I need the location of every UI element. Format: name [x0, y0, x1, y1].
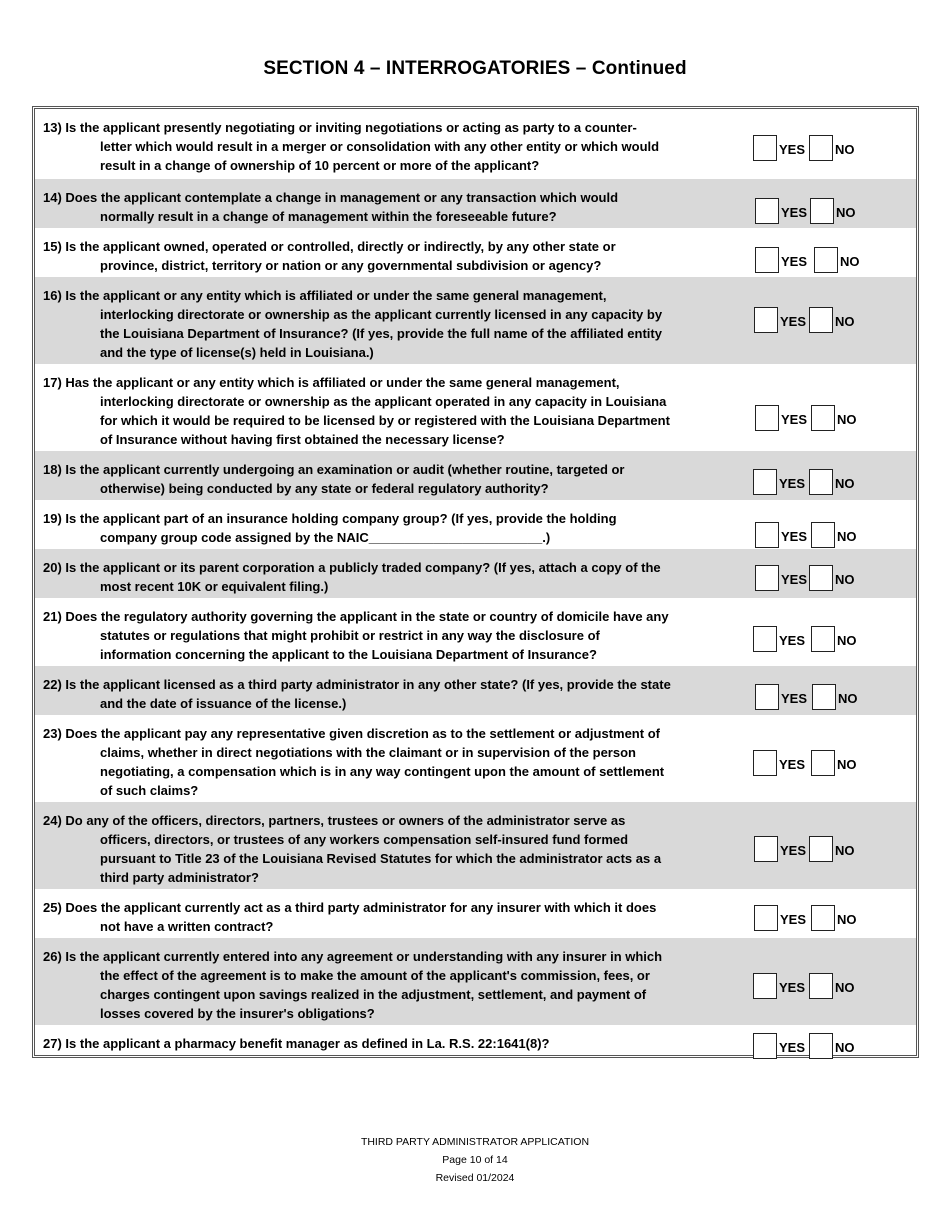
question-line-text: for which it would be required to be licensed by or registered with the Louisiana Department [100, 413, 670, 428]
question-line-text: Does the regulatory authority governing the applicant in the state or country of domicile have any [65, 609, 669, 624]
answer-options-14 [753, 198, 903, 226]
no-label: NO [837, 757, 857, 772]
question-row-27 [35, 1025, 916, 1055]
yes-checkbox-25[interactable] [754, 905, 778, 931]
question-line [43, 626, 691, 645]
question-line-text: losses covered by the insurer's obligations? [100, 1006, 375, 1021]
yes-label: YES [780, 912, 807, 927]
question-row-26 [35, 938, 916, 1025]
question-row-13 [35, 109, 916, 179]
question-line [43, 305, 691, 324]
question-line [43, 286, 691, 305]
interrogatories-table [32, 106, 919, 1058]
question-text-23 [43, 724, 691, 800]
yes-checkbox-15[interactable] [755, 247, 779, 273]
no-checkbox-17[interactable] [811, 405, 835, 431]
question-line [43, 509, 691, 528]
no-checkbox-13[interactable] [809, 135, 833, 161]
question-number: 27) [43, 1036, 62, 1051]
question-text-18 [43, 460, 691, 498]
question-row-20 [35, 549, 916, 598]
question-number: 26) [43, 949, 62, 964]
no-checkbox-27[interactable] [809, 1033, 833, 1059]
answer-options-19 [753, 522, 903, 550]
question-text-14 [43, 188, 691, 226]
question-line-text: Is the applicant licensed as a third party administrator in any other state? (If yes, provide the state [65, 677, 671, 692]
question-text-24 [43, 811, 691, 887]
question-row-25 [35, 889, 916, 938]
question-line [43, 343, 691, 362]
question-row-21 [35, 598, 916, 666]
answer-options-26 [753, 973, 903, 1001]
question-text-21 [43, 607, 691, 664]
question-row-19 [35, 500, 916, 549]
no-checkbox-16[interactable] [809, 307, 833, 333]
question-line [43, 607, 691, 626]
question-line [43, 577, 691, 596]
question-line-text: Is the applicant currently undergoing an examination or audit (whether routine, targeted or [65, 462, 625, 477]
question-line-text: charges contingent upon savings realized in the adjustment, settlement, and payment of [100, 987, 647, 1002]
question-line [43, 324, 691, 343]
yes-label: YES [779, 1040, 806, 1055]
question-line [43, 237, 691, 256]
question-number: 21) [43, 609, 62, 624]
question-line-text: Is the applicant a pharmacy benefit manager as defined in La. R.S. 22:1641(8)? [65, 1036, 550, 1051]
no-label: NO [837, 912, 857, 927]
question-line-text: result in a change of ownership of 10 percent or more of the applicant? [100, 158, 540, 173]
yes-checkbox-20[interactable] [755, 565, 779, 591]
answer-options-15 [753, 247, 903, 275]
question-line-text: claims, whether in direct negotiations with the claimant or in supervision of the person [100, 745, 636, 760]
yes-checkbox-27[interactable] [753, 1033, 777, 1059]
no-checkbox-25[interactable] [811, 905, 835, 931]
answer-options-24 [753, 836, 903, 864]
yes-label: YES [781, 205, 808, 220]
question-line-text: third party administrator? [100, 870, 259, 885]
footer-form-name: THIRD PARTY ADMINISTRATOR APPLICATION [360, 1136, 590, 1148]
yes-label: YES [779, 757, 806, 772]
no-label: NO [835, 314, 855, 329]
yes-label: YES [781, 691, 808, 706]
question-line [43, 947, 691, 966]
yes-checkbox-21[interactable] [753, 626, 777, 652]
question-line [43, 743, 691, 762]
question-line-text: interlocking directorate or ownership as the applicant operated in any capacity in Louisiana [100, 394, 667, 409]
question-line-text: Is the applicant or any entity which is affiliated or under the same general management, [65, 288, 607, 303]
question-line [43, 830, 691, 849]
question-number: 20) [43, 560, 62, 575]
question-line-text: otherwise) being conducted by any state or federal regulatory authority? [100, 481, 549, 496]
question-row-18 [35, 451, 916, 500]
yes-label: YES [781, 529, 808, 544]
yes-label: YES [781, 412, 808, 427]
question-number: 14) [43, 190, 62, 205]
no-checkbox-22[interactable] [812, 684, 836, 710]
question-number: 25) [43, 900, 62, 915]
question-row-24 [35, 802, 916, 889]
question-line [43, 207, 691, 226]
yes-checkbox-13[interactable] [753, 135, 777, 161]
question-text-16 [43, 286, 691, 362]
yes-label: YES [779, 980, 806, 995]
question-line-text: province, district, territory or nation or any governmental subdivision or agency? [100, 258, 602, 273]
question-line-text: company group code assigned by the NAIC________________________.) [100, 530, 551, 545]
yes-label: YES [781, 572, 808, 587]
question-number: 17) [43, 375, 62, 390]
yes-checkbox-26[interactable] [753, 973, 777, 999]
question-line [43, 724, 691, 743]
page-footer [0, 1133, 950, 1187]
question-row-22 [35, 666, 916, 715]
no-checkbox-26[interactable] [809, 973, 833, 999]
yes-checkbox-23[interactable] [753, 750, 777, 776]
no-label: NO [835, 572, 855, 587]
question-line [43, 373, 691, 392]
question-line [43, 781, 691, 800]
question-number: 15) [43, 239, 62, 254]
no-label: NO [837, 412, 857, 427]
answer-options-23 [753, 750, 903, 778]
question-line [43, 917, 691, 936]
question-line [43, 811, 691, 830]
question-line-text: Does the applicant contemplate a change in management or any transaction which would [65, 190, 619, 205]
question-row-17 [35, 364, 916, 451]
question-line-text: Is the applicant part of an insurance holding company group? (If yes, provide the holding [65, 511, 617, 526]
question-line [43, 1034, 691, 1053]
question-line-text: negotiating, a compensation which is in any way contingent upon the amount of settlement [100, 764, 665, 779]
question-line [43, 558, 691, 577]
question-line-text: Is the applicant owned, operated or controlled, directly or indirectly, by any other state or [65, 239, 616, 254]
question-line [43, 460, 691, 479]
no-checkbox-19[interactable] [811, 522, 835, 548]
section-title: SECTION 4 – INTERROGATORIES – Continued [263, 58, 687, 79]
question-line [43, 985, 691, 1004]
question-line-text: Does the applicant pay any representative given discretion as to the settlement or adjustment of [65, 726, 660, 741]
answer-options-16 [753, 307, 903, 335]
yes-label: YES [779, 142, 806, 157]
answer-options-17 [753, 405, 903, 433]
no-checkbox-14[interactable] [810, 198, 834, 224]
answer-options-18 [753, 469, 903, 497]
no-checkbox-20[interactable] [809, 565, 833, 591]
question-line [43, 1004, 691, 1023]
question-line-text: and the type of license(s) held in Louisiana.) [100, 345, 374, 360]
question-line [43, 411, 691, 430]
question-line-text: and the date of issuance of the license.) [100, 696, 347, 711]
footer-revised-date: Revised 01/2024 [435, 1172, 515, 1184]
question-line [43, 966, 691, 985]
question-line-text: of such claims? [100, 783, 199, 798]
question-line-text: Does the applicant currently act as a third party administrator for any insurer with which it does [65, 900, 657, 915]
question-text-25 [43, 898, 691, 936]
yes-label: YES [779, 476, 806, 491]
question-line [43, 137, 691, 156]
question-line [43, 898, 691, 917]
question-line-text: not have a written contract? [100, 919, 274, 934]
question-line-text: letter which would result in a merger or consolidation with any other entity or which would [100, 139, 660, 154]
question-line [43, 118, 691, 137]
yes-label: YES [780, 314, 807, 329]
question-line-text: statutes or regulations that might prohibit or restrict in any way the disclosure of [100, 628, 600, 643]
question-number: 16) [43, 288, 62, 303]
yes-checkbox-19[interactable] [755, 522, 779, 548]
question-number: 23) [43, 726, 62, 741]
question-number: 19) [43, 511, 62, 526]
footer-page-number: Page 10 of 14 [442, 1154, 508, 1166]
question-line-text: pursuant to Title 23 of the Louisiana Revised Statutes for which the administrator acts as a [100, 851, 662, 866]
answer-options-20 [753, 565, 903, 593]
yes-checkbox-14[interactable] [755, 198, 779, 224]
no-label: NO [835, 843, 855, 858]
yes-label: YES [781, 254, 808, 269]
question-line [43, 762, 691, 781]
yes-checkbox-16[interactable] [754, 307, 778, 333]
question-line [43, 849, 691, 868]
question-line-text: of Insurance without having first obtained the necessary license? [100, 432, 505, 447]
question-text-15 [43, 237, 691, 275]
no-label: NO [835, 980, 855, 995]
question-row-23 [35, 715, 916, 802]
question-text-17 [43, 373, 691, 449]
question-line-text: the Louisiana Department of Insurance? (If yes, provide the full name of the affiliated entity [100, 326, 662, 341]
question-number: 24) [43, 813, 62, 828]
question-text-19 [43, 509, 691, 547]
no-label: NO [835, 476, 855, 491]
answer-options-25 [753, 905, 903, 933]
yes-label: YES [780, 843, 807, 858]
question-line-text: Is the applicant or its parent corporation a publicly traded company? (If yes, attach a copy of the [65, 560, 661, 575]
question-number: 13) [43, 120, 62, 135]
no-checkbox-15[interactable] [814, 247, 838, 273]
yes-checkbox-24[interactable] [754, 836, 778, 862]
question-line [43, 188, 691, 207]
question-line [43, 645, 691, 664]
question-line-text: Has the applicant or any entity which is affiliated or under the same general management, [65, 375, 620, 390]
question-line-text: Is the applicant currently entered into any agreement or understanding with any insurer in which [65, 949, 663, 964]
question-line-text: normally result in a change of management within the foreseeable future? [100, 209, 557, 224]
no-label: NO [840, 254, 860, 269]
question-line [43, 392, 691, 411]
answer-options-27 [753, 1033, 903, 1061]
question-line-text: most recent 10K or equivalent filing.) [100, 579, 329, 594]
answer-options-21 [753, 626, 903, 654]
question-row-15 [35, 228, 916, 277]
question-text-20 [43, 558, 691, 596]
question-number: 18) [43, 462, 62, 477]
no-label: NO [835, 142, 855, 157]
question-text-27 [43, 1034, 691, 1053]
question-line [43, 675, 691, 694]
question-line-text: information concerning the applicant to the Louisiana Department of Insurance? [100, 647, 597, 662]
question-line-text: the effect of the agreement is to make the amount of the applicant's commission, fees, or [100, 968, 650, 983]
answer-options-13 [753, 135, 903, 163]
answer-options-22 [753, 684, 903, 712]
question-line [43, 528, 691, 547]
question-line [43, 479, 691, 498]
question-line [43, 694, 691, 713]
yes-checkbox-17[interactable] [755, 405, 779, 431]
no-label: NO [837, 529, 857, 544]
question-line-text: officers, directors, or trustees of any workers compensation self-insured fund formed [100, 832, 629, 847]
question-row-14 [35, 179, 916, 228]
no-label: NO [836, 205, 856, 220]
question-number: 22) [43, 677, 62, 692]
yes-checkbox-22[interactable] [755, 684, 779, 710]
question-line [43, 256, 691, 275]
question-line-text: Is the applicant presently negotiating or inviting negotiations or acting as party to a counter- [65, 120, 637, 135]
no-checkbox-24[interactable] [809, 836, 833, 862]
yes-checkbox-18[interactable] [753, 469, 777, 495]
question-text-13 [43, 118, 691, 175]
question-line [43, 430, 691, 449]
no-checkbox-18[interactable] [809, 469, 833, 495]
question-line [43, 868, 691, 887]
no-checkbox-21[interactable] [811, 626, 835, 652]
question-text-26 [43, 947, 691, 1023]
question-line-text: Do any of the officers, directors, partners, trustees or owners of the administrator serve as [65, 813, 626, 828]
yes-label: YES [779, 633, 806, 648]
no-label: NO [835, 1040, 855, 1055]
no-checkbox-23[interactable] [811, 750, 835, 776]
question-line-text: interlocking directorate or ownership as the applicant currently licensed in any capacity by [100, 307, 663, 322]
question-line [43, 156, 691, 175]
question-text-22 [43, 675, 691, 713]
no-label: NO [838, 691, 858, 706]
question-row-16 [35, 277, 916, 364]
no-label: NO [837, 633, 857, 648]
